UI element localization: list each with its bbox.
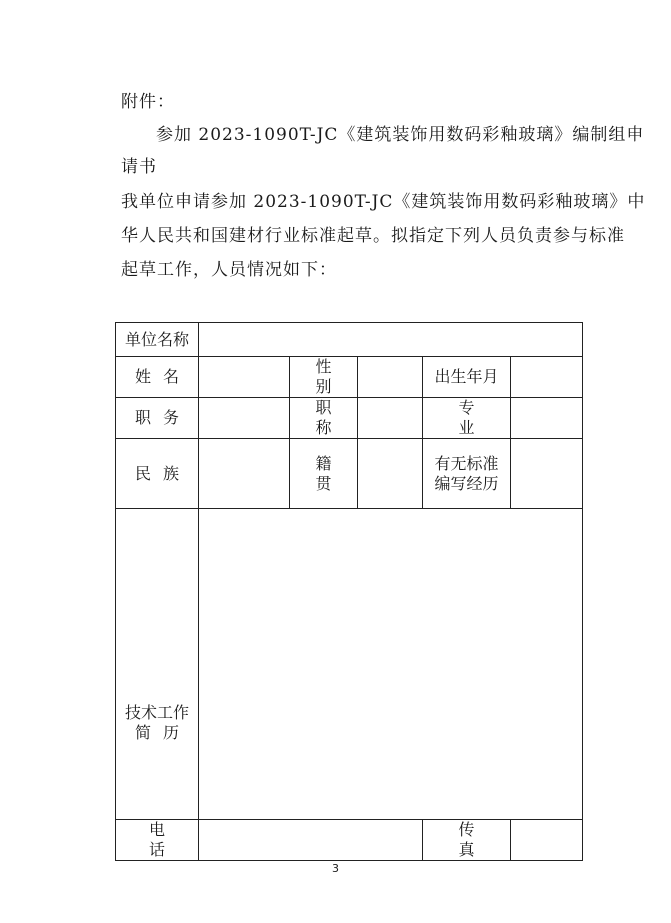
gender-field[interactable]	[358, 357, 423, 398]
title-label: 职称	[290, 398, 358, 439]
title-field[interactable]	[358, 398, 423, 439]
page-number: 3	[332, 862, 339, 875]
major-field[interactable]	[511, 398, 583, 439]
ethnicity-label: 民族	[116, 439, 199, 509]
name-label: 姓名	[116, 357, 199, 398]
unit-name-field[interactable]	[199, 323, 583, 357]
body-text-line-2: 华人民共和国建材行业标准起草。拟指定下列人员负责参与标准	[121, 226, 625, 246]
attachment-label: 附件：	[121, 92, 175, 112]
standard-experience-label	[423, 439, 511, 509]
ethnicity-field[interactable]	[199, 439, 290, 509]
body-text-line-1: 我单位申请参加 2023-1090T-JC《建筑装饰用数码彩釉玻璃》中	[121, 192, 646, 212]
unit-name-label: 单位名称	[116, 323, 199, 357]
standard-experience-field[interactable]	[511, 439, 583, 509]
body-text-line-3: 起草工作，人员情况如下：	[121, 260, 337, 280]
gender-label: 性别	[290, 357, 358, 398]
birth-field[interactable]	[511, 357, 583, 398]
native-place-label: 籍贯	[290, 439, 358, 509]
application-form-table	[115, 322, 583, 861]
native-place-field[interactable]	[358, 439, 423, 509]
document-title-line-2: 请书	[121, 157, 157, 177]
document-title-line-1: 参加 2023-1090T-JC《建筑装饰用数码彩釉玻璃》编制组申	[156, 125, 645, 145]
name-field[interactable]	[199, 357, 290, 398]
position-label: 职务	[116, 398, 199, 439]
phone-label: 电话	[116, 820, 199, 861]
standard-experience-label-line-2: 编写经历	[434, 473, 499, 493]
phone-field[interactable]	[199, 820, 423, 861]
birth-label: 出生年月	[423, 357, 511, 398]
resume-field[interactable]	[199, 509, 583, 820]
resume-label	[116, 509, 199, 820]
position-field[interactable]	[199, 398, 290, 439]
fax-label: 传真	[423, 820, 511, 861]
resume-label-line-1: 技术工作	[124, 703, 189, 722]
resume-label-line-2: 简历	[134, 723, 191, 742]
standard-experience-label-line-1: 有无标准	[434, 453, 499, 473]
fax-field[interactable]	[511, 820, 583, 861]
major-label: 专业	[423, 398, 511, 439]
